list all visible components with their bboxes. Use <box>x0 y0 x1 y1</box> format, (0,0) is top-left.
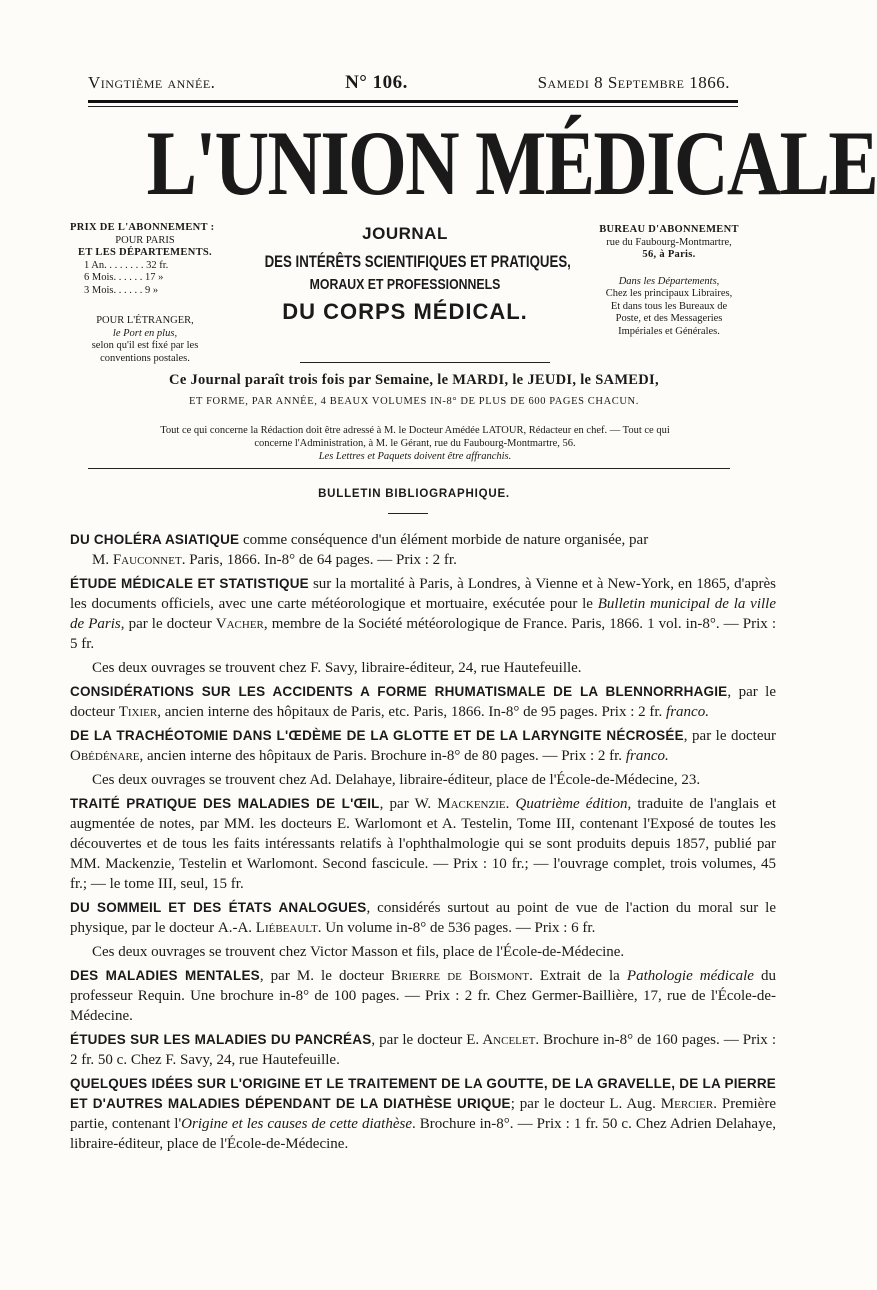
masthead-rule <box>88 100 738 103</box>
office-box <box>594 224 744 338</box>
entry-title: CONSIDÉRATIONS SUR LES ACCIDENTS A FORME RHUMATISMALE DE LA BLENNORRHAGIE <box>70 684 728 699</box>
entry-title: ÉTUDES SUR LES MALADIES DU PANCRÉAS <box>70 1032 372 1047</box>
notice-line-1: Tout ce qui concerne la Rédaction doit être adressé à M. le Docteur Amédée LATOUR, Rédacteur en chef. — Tout ce qui <box>160 425 670 436</box>
list-item: QUELQUES IDÉES SUR L'ORIGINE ET LE TRAITEMENT DE LA GOUTTE, DE LA GRAVELLE, DE LA PIERRE ET D'AUTRES MALADIES DÉPENDANT DE LA DIATHÈSE URIQUE; par le docteur L. Aug. Mercier. Première partie, contenant l'Origine et les causes de cette diathèse. Brochure in-8°. — Prix : 1 fr. 50 c. Chez Adrien Delahaye, libraire-éditeur, place de l'École-de-Médecine. <box>70 1076 776 1152</box>
office-number: 56, à Paris. <box>642 249 696 260</box>
list-item: ÉTUDES SUR LES MALADIES DU PANCRÉAS, par le docteur E. Ancelet. Brochure in-8° de 160 pages. — Prix : 2 fr. 50 c. Chez F. Savy, 24, rue Hautefeuille. <box>70 1032 776 1068</box>
availability-note: Ces deux ouvrages se trouvent chez Victor Masson et fils, place de l'École-de-Médecine. <box>92 944 625 960</box>
journal-line-2: DES INTÉRÊTS SCIENTIFIQUES ET PRATIQUES, <box>264 252 571 271</box>
entry-author: A.-A. Liébeault <box>217 920 318 936</box>
list-item: CONSIDÉRATIONS SUR LES ACCIDENTS A FORME RHUMATISMALE DE LA BLENNORRHAGIE, par le docteur Tixier, ancien interne des hôpitaux de Paris, etc. Paris, 1866. In-8° de 95 pages. Prix : 2 fr. franco. <box>70 684 776 720</box>
entry-author: Vacher <box>215 616 264 632</box>
bulletin-heading: BULLETIN BIBLIOGRAPHIQUE. <box>318 488 510 500</box>
journal-subtitle <box>225 224 585 325</box>
entry-title: ÉTUDE MÉDICALE ET STATISTIQUE <box>70 576 309 591</box>
notice-line-2: concerne l'Administration, à M. le Gérant, rue du Faubourg-Montmartre, 56. <box>254 438 576 449</box>
entry-author: Brierre de Boismont <box>391 968 530 984</box>
office-dept-2: Chez les principaux Libraires, <box>605 288 733 299</box>
list-item: DE LA TRACHÉOTOMIE DANS L'ŒDÈME DE LA GLOTTE ET DE LA LARYNGITE NÉCROSÉE, par le docteur Obédénare, ancien interne des hôpitaux de Paris. Brochure in-8° de 80 pages. — Prix : 2 fr. franco. <box>70 728 776 764</box>
issue-date: Samedi 8 Septembre 1866. <box>537 73 730 92</box>
office-address: rue du Faubourg-Montmartre, <box>606 236 732 248</box>
office-heading: BUREAU D'ABONNEMENT <box>599 224 739 235</box>
format-line: ET FORME, PAR ANNÉE, 4 BEAUX VOLUMES IN-8° DE PLUS DE 600 PAGES CHACUN. <box>189 396 639 407</box>
foreign-line-3: selon qu'il est fixé par les <box>91 340 199 351</box>
subscription-box <box>70 222 220 365</box>
entry-title: QUELQUES IDÉES SUR L'ORIGINE ET LE TRAITEMENT DE LA GOUTTE, DE LA GRAVELLE, DE LA PIERRE ET D'AUTRES MALADIES DÉPENDANT DE LA DIATHÈSE URIQUE <box>70 1076 776 1111</box>
editorial-notice <box>110 424 720 463</box>
entry-author: Obédénare <box>70 748 140 764</box>
price-3-months: 3 Mois. . . . . . 9 » <box>84 284 159 296</box>
office-dept-4: Poste, et des Messageries <box>615 313 723 324</box>
bibliography-list <box>70 530 776 1158</box>
list-item: DU CHOLÉRA ASIATIQUE comme conséquence d'un élément morbide de nature organisée, par M. Fauconnet. Paris, 1866. In-8° de 64 pages. — Prix : 2 fr. <box>70 532 649 568</box>
price-1-year: 1 An. . . . . . . . 32 fr. <box>84 259 169 271</box>
foreign-line-2: le Port en plus, <box>112 327 178 339</box>
bulletin-rule <box>388 513 428 514</box>
foreign-line-4: conventions postales. <box>100 352 190 364</box>
office-dept-1: Dans les Départements, <box>618 275 720 287</box>
price-6-months: 6 Mois. . . . . . 17 » <box>84 272 164 283</box>
center-rule <box>300 362 550 363</box>
entry-author: Tixier <box>118 704 158 720</box>
entry-title: DU SOMMEIL ET DES ÉTATS ANALOGUES <box>70 900 367 915</box>
subscription-heading: PRIX DE L'ABONNEMENT : <box>70 222 215 233</box>
year-label: Vingtième année. <box>88 73 216 92</box>
journal-line-3: MORAUX ET PROFESSIONNELS <box>309 276 501 293</box>
entry-author: Mackenzie <box>437 796 506 812</box>
office-dept-3: Et dans tous les Bureaux de <box>610 300 728 312</box>
schedule-line: Ce Journal paraît trois fois par Semaine, le MARDI, le JEUDI, le SAMEDI, <box>169 372 659 388</box>
notice-line-3: Les Lettres et Paquets doivent être affranchis. <box>318 451 512 462</box>
subscription-departements: ET LES DÉPARTEMENTS. <box>78 247 212 258</box>
entry-author: E. Ancelet <box>466 1032 536 1048</box>
list-item: DES MALADIES MENTALES, par M. le docteur Brierre de Boismont. Extrait de la Pathologie médicale du professeur Requin. Une brochure in-8° de 100 pages. — Prix : 2 fr. Chez Germer-Baillière, 17, rue de l'École-de-Médecine. <box>70 968 777 1024</box>
entry-author: M. Fauconnet <box>92 552 182 568</box>
entry-title: TRAITÉ PRATIQUE DES MALADIES DE L'ŒIL <box>70 796 380 811</box>
masthead-topline <box>88 72 730 94</box>
foreign-line-1: POUR L'ÉTRANGER, <box>96 315 194 326</box>
entry-title: DES MALADIES MENTALES <box>70 968 260 983</box>
journal-line-4: DU CORPS MÉDICAL. <box>282 299 528 324</box>
newspaper-title: L'UNION MÉDICALE <box>146 112 877 214</box>
subscription-paris: POUR PARIS <box>115 234 175 246</box>
entry-title: DE LA TRACHÉOTOMIE DANS L'ŒDÈME DE LA GLOTTE ET DE LA LARYNGITE NÉCROSÉE <box>70 728 684 743</box>
issue-number: N° 106. <box>345 72 408 93</box>
header-bottom-rule <box>88 468 730 469</box>
entry-title: DU CHOLÉRA ASIATIQUE <box>70 532 240 547</box>
journal-word: JOURNAL <box>362 224 448 243</box>
list-item: TRAITÉ PRATIQUE DES MALADIES DE L'ŒIL, par W. Mackenzie. Quatrième édition, traduite de l'anglais et augmentée de notes, par MM. les docteurs E. Warlomont et A. Testelin, Tome III, contenant l'Exposé de toutes les découvertes et de tous les faits intéressants relatifs à l'ophthalmologie qui se sont produits depuis 1857, publié par MM. Mackenzie, Testelin et Warlomont. Second fascicule. — Prix : 10 fr.; — l'ouvrage complet, trois volumes, 45 fr.; — le tome III, seul, 15 fr. <box>70 796 776 892</box>
office-dept-5: Impériales et Générales. <box>618 325 720 337</box>
list-item: ÉTUDE MÉDICALE ET STATISTIQUE sur la mortalité à Paris, à Londres, à Vienne et à New-York, en 1865, d'après les documents officiels, avec une carte météorologique et mortuaire, exécutée pour le Bulletin municipal de la ville de Paris, par le docteur Vacher, membre de la Société météorologique de France. Paris, 1866. 1 vol. in-8°. — Prix : 5 fr. <box>70 576 776 652</box>
entry-author: Mercier <box>660 1096 714 1112</box>
availability-note: Ces deux ouvrages se trouvent chez F. Savy, libraire-éditeur, 24, rue Hautefeuille. <box>92 660 582 676</box>
availability-note: Ces deux ouvrages se trouvent chez Ad. Delahaye, libraire-éditeur, place de l'École-de-Médecine, 23. <box>92 772 701 788</box>
masthead-rule-thin <box>88 106 738 107</box>
list-item: DU SOMMEIL ET DES ÉTATS ANALOGUES, considérés surtout au point de vue de l'action du moral sur le physique, par le docteur A.-A. Liébeault. Un volume in-8° de 536 pages. — Prix : 6 fr. <box>70 900 776 936</box>
